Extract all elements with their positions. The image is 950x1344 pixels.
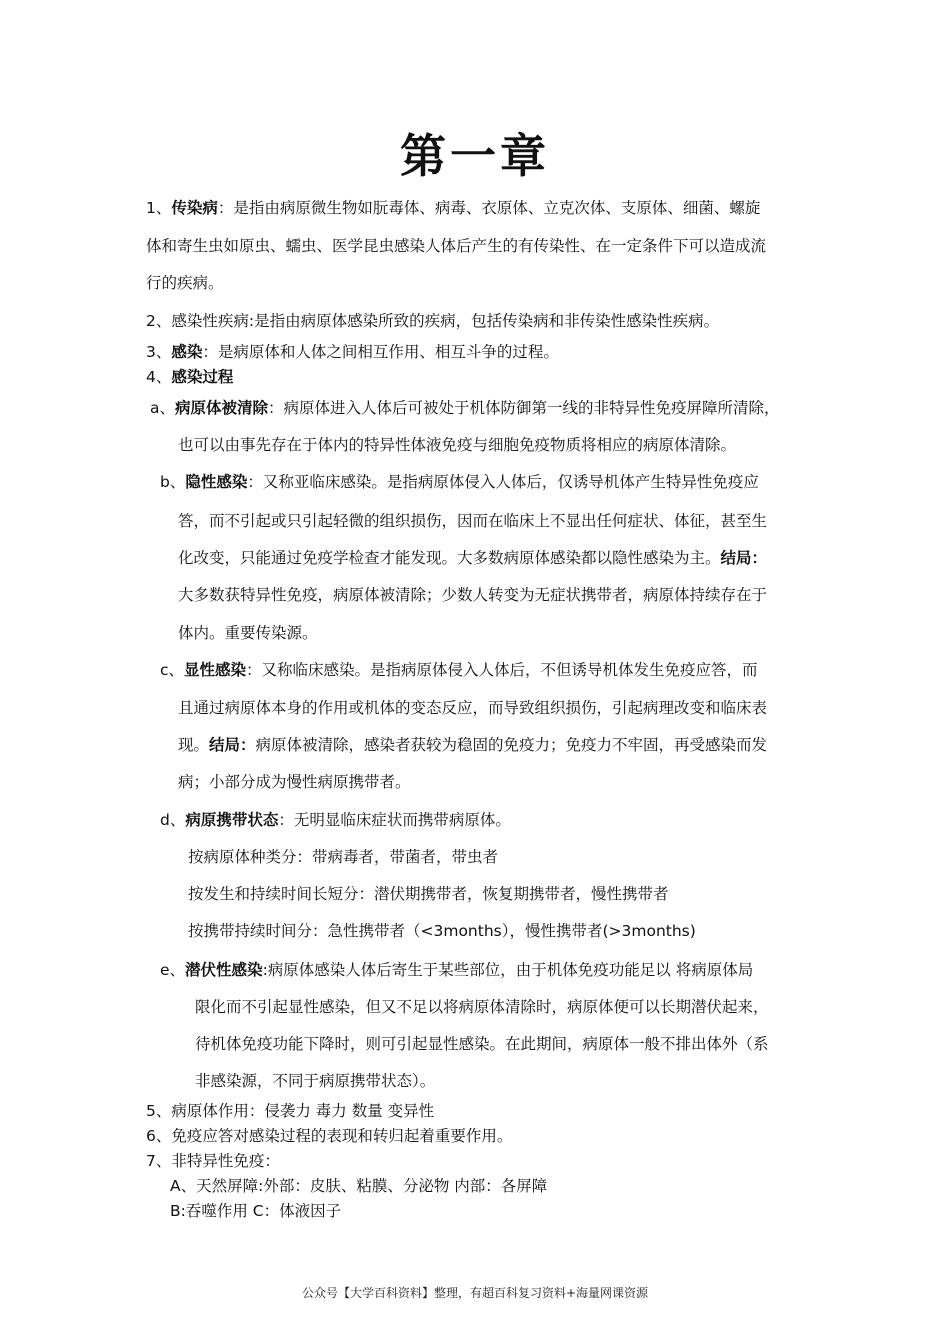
item-c-line-4: 病；小部分成为慢性病原携带者。	[178, 773, 411, 791]
chapter-title: 第一章	[400, 129, 550, 183]
item-1-number: 1、	[146, 199, 172, 217]
item-c-line-3-pre: 现。	[178, 736, 210, 754]
item-d-sub-2: 按发生和持续时间长短分：潜伏期携带者，恢复期携带者，慢性携带者	[188, 885, 669, 903]
item-d-sub-1: 按病原体种类分：带病毒者，带菌者，带虫者	[188, 848, 499, 866]
item-d-number: d、	[160, 811, 186, 829]
item-1-text: ：是指由病原微生物如朊毒体、病毒、衣原体、立克次体、支原体、细菌、螺旋	[217, 199, 761, 217]
footer-note: 公众号【大学百科资料】整理，有超百科复习资料+海量网课资源	[301, 1286, 649, 1300]
item-e-line-2: 限化而不引起显性感染，但又不足以将病原体清除时，病原体便可以长期潜伏起来，	[195, 998, 769, 1016]
item-c-line-2: 且通过病原体本身的作用或机体的变态反应，而导致组织损伤，引起病理改变和临床表	[178, 699, 768, 717]
item-1-term: 传染病	[171, 199, 218, 217]
item-7-sub-2: B:吞噬作用 C：体液因子	[170, 1202, 342, 1220]
item-6: 6、免疫应答对感染过程的表现和转归起着重要作用。	[146, 1127, 513, 1145]
item-b-line-1	[160, 472, 759, 492]
item-3	[146, 342, 559, 362]
item-a-line-2: 也可以由事先存在于体内的特异性体液免疫与细胞免疫物质将相应的病原体清除。	[178, 436, 737, 454]
item-e-line-3: 待机体免疫功能下降时，则可引起显性感染。在此期间，病原体一般不排出体外（系	[195, 1035, 769, 1053]
item-1-line-2: 体和寄生虫如原虫、蠕虫、医学昆虫感染人体后产生的有传染性、在一定条件下可以造成流	[146, 237, 767, 255]
item-4-number: 4、	[146, 368, 172, 386]
item-2: 2、感染性疾病:是指由病原体感染所致的疾病，包括传染病和非传染性感染性疾病。	[146, 312, 720, 330]
item-b-term: 隐性感染	[185, 473, 248, 491]
item-e-line-4: 非感染源，不同于病原携带状态）。	[195, 1072, 436, 1090]
item-b-text: ：又称亚临床感染。是指病原体侵入人体后，仅诱导机体产生特异性免疫应	[247, 473, 759, 491]
item-b-outcome-label: 结局：	[720, 549, 768, 567]
item-e-text: :病原体感染人体后寄生于某些部位，由于机体免疫功能足以 将病原体局	[262, 961, 754, 979]
item-3-text: ：是病原体和人体之间相互作用、相互斗争的过程。	[202, 343, 559, 361]
item-a-number: a、	[150, 399, 175, 417]
item-d-line-1	[160, 810, 511, 830]
item-c-number: c、	[160, 661, 185, 679]
item-3-number: 3、	[146, 343, 172, 361]
item-d-text: ：无明显临床症状而携带病原体。	[278, 811, 511, 829]
item-d-sub-3: 按携带持续时间分：急性携带者（<3months），慢性携带者(>3months)	[188, 922, 696, 940]
item-b-line-4: 大多数获特异性免疫，病原体被清除；少数人转变为无症状携带者，病原体持续存在于	[178, 586, 768, 604]
item-d-term: 病原携带状态	[185, 811, 279, 829]
item-a-line-1	[150, 398, 780, 418]
item-b-number: b、	[160, 473, 186, 491]
item-b-line-5: 体内。重要传染源。	[178, 624, 318, 642]
item-1-line-3: 行的疾病。	[146, 274, 224, 292]
item-c-line-3	[178, 735, 767, 755]
item-c-outcome-label: 结局：	[209, 736, 256, 754]
item-b-line-3	[178, 548, 767, 568]
item-7: 7、非特异性免疫：	[146, 1152, 280, 1170]
item-b-line-2: 答，而不引起或只引起轻微的组织损伤，因而在临床上不显出任何症状、体征，甚至生	[178, 512, 768, 530]
item-e-line-1	[160, 960, 753, 980]
item-c-text: ：又称临床感染。是指病原体侵入人体后，不但诱导机体发生免疫应答，而	[246, 661, 758, 679]
item-a-term: 病原体被清除	[175, 399, 269, 417]
item-e-number: e、	[160, 961, 186, 979]
item-1-line-1	[146, 198, 760, 218]
item-4	[146, 367, 233, 387]
item-5: 5、病原体作用：侵袭力 毒力 数量 变异性	[146, 1102, 435, 1120]
item-b-line-3-text: 化改变，只能通过免疫学检查才能发现。大多数病原体感染都以隐性感染为主。	[178, 549, 721, 567]
item-3-term: 感染	[171, 343, 203, 361]
item-c-term: 显性感染	[184, 661, 247, 679]
item-4-term: 感染过程	[171, 368, 234, 386]
item-c-line-3-text: 病原体被清除，感染者获较为稳固的免疫力；免疫力不牢固，再受感染而发	[255, 736, 768, 754]
item-e-term: 潜伏性感染	[185, 961, 263, 979]
item-c-line-1	[160, 660, 758, 680]
item-7-sub-1: A、天然屏障:外部：皮肤、粘膜、分泌物 内部：各屏障	[170, 1177, 548, 1195]
item-a-text: ：病原体进入人体后可被处于机体防御第一线的非特异性免疫屏障所清除，	[268, 399, 780, 417]
